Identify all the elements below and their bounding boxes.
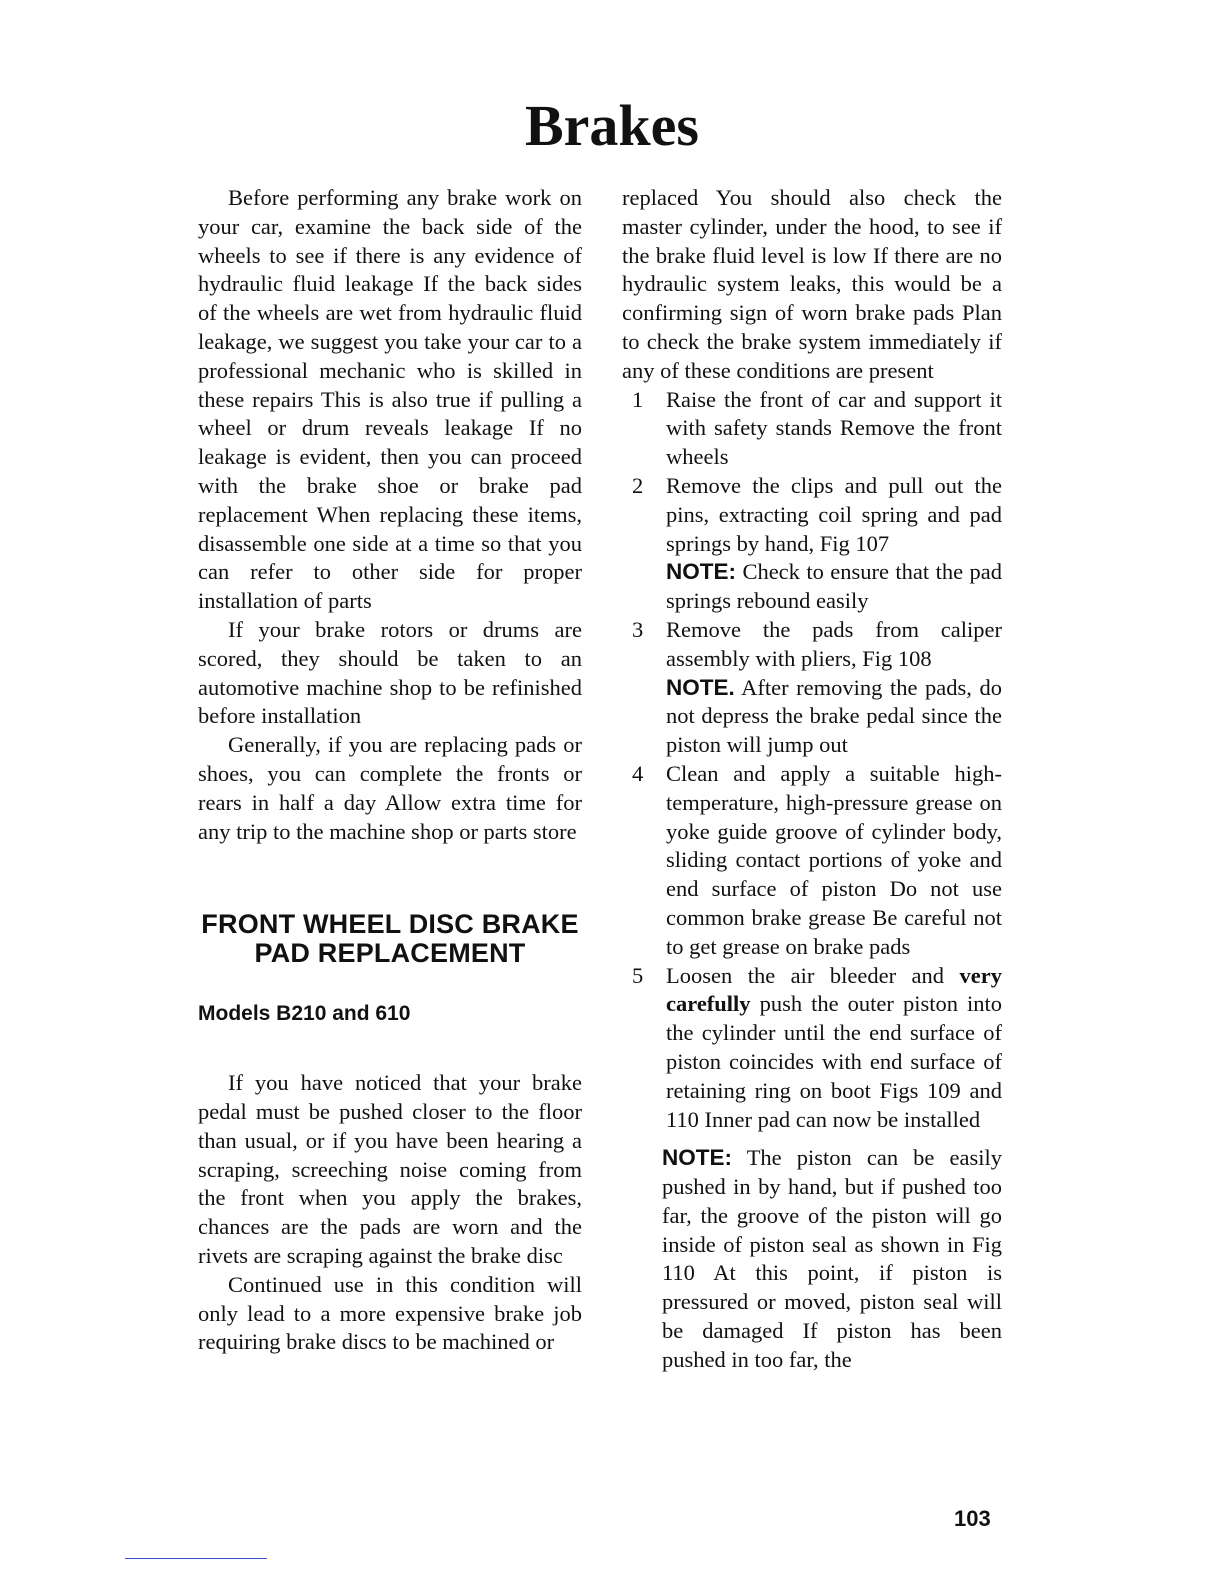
step-text: Remove the pads from caliper assembly with pliers, Fig 108 bbox=[666, 616, 1002, 671]
note-text: The piston can be easily pushed in by hand, but if pushed too far, the groove of the piston will go inside of piston seal as shown in Fig 110 At this point, if piston is pressured or moved, piston seal will be damaged If piston has been pushed in too far, the bbox=[662, 1145, 1002, 1372]
step-text: push the outer piston into the cylinder until the end surface of piston coincides with end surface of retaining ring on boot Figs 109 and 110 Inner pad can now be installed bbox=[666, 991, 1002, 1132]
step-number: 5 bbox=[632, 962, 644, 988]
procedure-step bbox=[622, 472, 1002, 616]
intro-paragraph: Generally, if you are replacing pads or shoes, you can complete the fronts or rears in half a day Allow extra time for any trip to the machine shop or parts store bbox=[198, 732, 582, 844]
procedure-step bbox=[622, 616, 1002, 760]
note-label: NOTE: bbox=[662, 1145, 732, 1171]
step-number: 1 bbox=[632, 386, 644, 412]
procedure-step bbox=[622, 760, 1002, 962]
note-text: Check to ensure that the pad springs rebound easily bbox=[666, 559, 1003, 614]
note-label: NOTE. bbox=[666, 674, 735, 700]
page-title: Brakes bbox=[525, 93, 699, 158]
continuation-paragraph: replaced You should also check the master cylinder, under the hood, to see if the brake fluid level is low If there are no hydraulic system leaks, this would be a confirming sign of worn brake pads Plan to check the brake system immediately if any of these conditions are present bbox=[622, 185, 1002, 383]
step-number: 2 bbox=[632, 472, 644, 498]
procedure-steps bbox=[622, 386, 1002, 1135]
step-text: Loosen the air bleeder and bbox=[666, 962, 945, 988]
models-subheading: Models B210 and 610 bbox=[198, 1002, 411, 1026]
section-heading: FRONT WHEEL DISC BRAKE PAD REPLACEMENT bbox=[201, 909, 579, 969]
page-number: 103 bbox=[954, 1506, 991, 1531]
intro-paragraph: Before performing any brake work on your car, examine the back side of the wheels to see if there is any evidence of hydraulic fluid leakage If the back sides of the wheels are wet from hydraulic fluid leakage, we suggest you take your car to a professional mechanic who is skilled in these repairs This is also true if pulling a wheel or drum reveals leakage If no leakage is evident, then you can proceed with the brake shoe or brake pad replacement When replacing these items, disassemble one side at a time so that you can refer to other side for proper installation of parts bbox=[198, 185, 582, 614]
intro-paragraph: If your brake rotors or drums are scored, they should be taken to an automotive machine shop to be refinished before installation bbox=[198, 616, 582, 729]
step-text: Raise the front of car and support it with safety stands Remove the front wheels bbox=[666, 386, 1002, 470]
left-column bbox=[198, 184, 582, 1357]
procedure-step bbox=[622, 962, 1002, 1135]
step-number: 4 bbox=[632, 760, 644, 786]
step-text: Clean and apply a suitable high-temperature, high-pressure grease on yoke guide groove of cylinder body, sliding contact portions of yoke and end surface of piston Do not use common brake grease Be careful not to get grease on brake pads bbox=[666, 760, 1002, 959]
section-paragraph: Continued use in this condition will only lead to a more expensive brake job requiring brake discs to be machined or bbox=[198, 1271, 582, 1355]
footer-rule bbox=[125, 1558, 267, 1559]
note-text: After removing the pads, do not depress the brake pedal since the piston will jump out bbox=[666, 674, 1002, 758]
procedure-step bbox=[622, 386, 1002, 472]
note-block bbox=[622, 1144, 1002, 1374]
section-paragraph: If you have noticed that your brake pedal must be pushed closer to the floor than usual, or if you have been hearing a scraping, screeching noise coming from the front when you apply the brakes, chances are the pads are worn and the rivets are scraping against the brake disc bbox=[198, 1070, 582, 1268]
step-number: 3 bbox=[632, 616, 644, 642]
step-text: Remove the clips and pull out the pins, extracting coil spring and pad springs by hand, Fig 107 bbox=[666, 472, 1002, 556]
note-label: NOTE: bbox=[666, 559, 736, 585]
step-emphasis: very carefully bbox=[666, 962, 1003, 1017]
right-column bbox=[622, 184, 1002, 1375]
